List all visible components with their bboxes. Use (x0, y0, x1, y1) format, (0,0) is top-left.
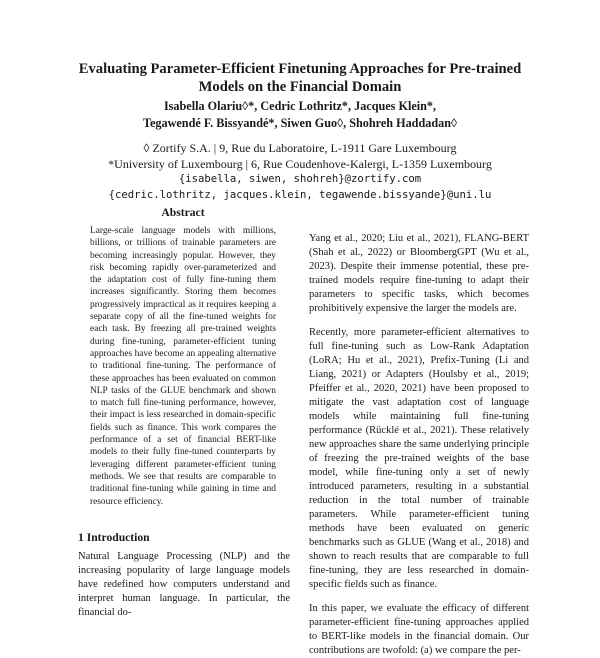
email-zortify[interactable]: {isabella, siwen, shohreh}@zortify.com (178, 173, 422, 185)
author-list (60, 98, 540, 132)
email-university[interactable]: {cedric.lothritz, jacques.klein, tegawende.bissyande}@uni.lu (108, 188, 492, 201)
left-column (78, 206, 288, 508)
affiliations (60, 141, 540, 203)
right-paragraph-2: Recently, more parameter-efficient alternatives to full fine-tuning such as Low-Rank Adaptation (LoRA; Hu et al., 2021), Prefix-Tuning (Li and Liang, 2021) or Adapters (Houlsby et al., 2019; Pfeiffer et al., 2020, 2021) have been proposed to mitigate the vast adaptation cost of language models while maintaining full fine-tuning performance (Rücklé et al., 2021). These relatively new approaches share the same underlying principle of freezing the pre-trained weights of the base model, while fine-tuning only a set of newly introduced parameters, resulting in a substantial reduction in the total number of trainable parameters. While parameter-efficient tuning methods have been evaluated on generic benchmarks such as GLUE (Wang et al., 2018) and shown to reach results that are comparable to full fine-tuning, they are less researched in domain-specific fields such as finance. (309, 327, 529, 590)
affiliation-zortify: ◊ Zortify S.A. | 9, Rue du Laboratoire, L-1911 Gare Luxembourg (143, 141, 457, 155)
affiliation-university: *University of Luxembourg | 6, Rue Coudenhove-Kalergi, L-1359 Luxembourg (108, 156, 492, 171)
authors-line-1: Isabella Olariu◊*, Cedric Lothritz*, Jacques Klein*, (163, 99, 437, 113)
right-paragraph-1: Yang et al., 2020; Liu et al., 2021), FLANG-BERT (Shah et al., 2022) or BloombergGPT (Wu et al., 2023). Despite their immense potential, these pre-trained models require fine-tuning to adapt their parameters to specific tasks, which becomes prohibitively expensive the larger the models are. (309, 233, 529, 314)
section-heading-introduction: 1 Introduction (78, 531, 150, 544)
abstract-heading: Abstract (161, 206, 205, 219)
right-column (309, 232, 529, 658)
introduction-text: Natural Language Processing (NLP) and the increasing popularity of large language models have redefined how computers understand and interpret human language. In particular, the financial do- (78, 551, 290, 618)
right-paragraph-3: In this paper, we evaluate the efficacy of different parameter-efficient fine-tuning approaches applied to BERT-like models in the financial domain. Our contributions are twofold: (a) we compare the per- (309, 603, 529, 656)
authors-line-2: Tegawendé F. Bissyandé*, Siwen Guo◊, Shohreh Haddadan◊ (142, 116, 457, 130)
paper-title: Evaluating Parameter-Efficient Finetuning Approaches for Pre-trained Models on the Financial Domain (78, 61, 522, 95)
abstract-text: Large-scale language models with millions, billions, or trillions of trainable parameters are becoming increasingly popular. However, they risk becoming rapidly over-parameterized and the adaptation cost of fully fine-tuning them increases significantly. Storing them becomes progressively impractical as it requires keeping a separate copy of all the fine-tuned weights for each task. By freezing all pre-trained weights during fine-tuning, parameter-efficient tuning approaches have become an appealing alternative to traditional fine-tuning. The performance of these approaches has been evaluated on common NLP tasks of the GLUE benchmark and shown to match full fine-tuning performance, however, their impact is less researched in domain-specific fields such as finance. This work compares the performance of a set of financial BERT-like models to their fully fine-tuned counterparts by leveraging different parameter-efficient tuning methods. We see that results are comparable to traditional fine-tuning while gaining in time and resource efficiency. (90, 226, 276, 507)
